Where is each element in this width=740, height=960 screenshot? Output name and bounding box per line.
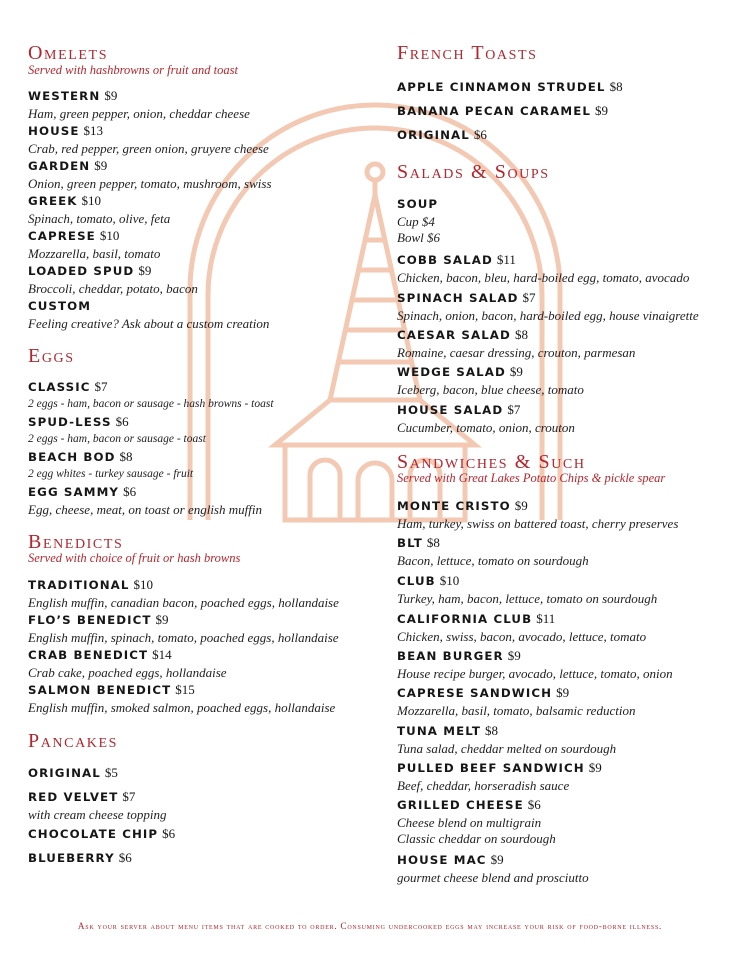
item-name: GRILLED CHEESE — [397, 798, 524, 812]
section-subtitle-sandwiches: Served with Great Lakes Potato Chips & pickle spear — [397, 471, 666, 485]
menu-item — [28, 297, 269, 331]
item-name: BEAN BURGER — [397, 649, 504, 663]
item-description: Bacon, lettuce, tomato on sourdough — [397, 553, 589, 568]
item-price: $6 — [527, 797, 541, 812]
item-name: ORIGINAL — [28, 766, 101, 780]
menu-item — [397, 326, 635, 360]
item-description: gourmet cheese blend and prosciutto — [397, 870, 589, 885]
item-name: BLT — [397, 536, 423, 550]
item-description: Mozzarella, basil, tomato, balsamic reduction — [397, 703, 636, 718]
item-price: $9 — [490, 852, 504, 867]
item-description: Spinach, tomato, olive, feta — [28, 211, 171, 226]
item-price: $10 — [81, 193, 102, 208]
item-price: $6 — [118, 850, 132, 865]
item-name: CHOCOLATE CHIP — [28, 827, 159, 841]
item-name: FLO’S BENEDICT — [28, 613, 152, 627]
item-name: HOUSE — [28, 124, 80, 138]
item-description: Ham, turkey, swiss on battered toast, cherry preserves — [397, 516, 679, 531]
menu-item — [397, 195, 440, 245]
section-subtitle-benedicts: Served with choice of fruit or hash browns — [28, 551, 241, 565]
item-price: $7 — [522, 290, 536, 305]
menu-item — [28, 764, 118, 782]
item-name: GARDEN — [28, 159, 91, 173]
item-name: WESTERN — [28, 89, 101, 103]
item-price: $8 — [426, 535, 440, 550]
item-description: Romaine, caesar dressing, crouton, parmesan — [397, 345, 636, 360]
item-price: $9 — [507, 648, 521, 663]
item-description: Cup $4 — [397, 214, 435, 229]
item-description: with cream cheese topping — [28, 807, 167, 822]
food-safety-notice: Ask your server about menu items that are cooked to order. Consuming undercooked eggs may increase your risk of food-borne illness. — [77, 921, 663, 931]
menu-item — [397, 534, 589, 568]
item-name: BEACH BOD — [28, 450, 116, 464]
item-name: GREEK — [28, 194, 78, 208]
menu-item — [28, 681, 335, 715]
section-title-eggs: Eggs — [28, 345, 75, 367]
item-price: $13 — [83, 123, 104, 138]
item-description: Crab cake, poached eggs, hollandaise — [28, 665, 227, 680]
item-description: English muffin, smoked salmon, poached eggs, hollandaise — [28, 700, 336, 715]
section-title-french-toasts: French Toasts — [397, 42, 538, 64]
menu-item — [397, 610, 646, 644]
menu-item — [397, 851, 589, 885]
item-price: $7 — [507, 402, 521, 417]
item-name: BLUEBERRY — [28, 851, 115, 865]
item-name: MONTE CRISTO — [397, 499, 511, 513]
item-name: HOUSE SALAD — [397, 403, 504, 417]
item-name: CAPRESE — [28, 229, 96, 243]
item-name: APPLE CINNAMON STRUDEL — [397, 80, 606, 94]
menu-item — [28, 483, 262, 517]
menu-item — [28, 788, 167, 822]
menu-item — [28, 262, 198, 296]
menu-item — [28, 413, 206, 447]
item-price: $5 — [104, 765, 118, 780]
item-price: $9 — [509, 364, 523, 379]
menu-item — [28, 157, 272, 191]
item-price: $9 — [588, 760, 602, 775]
item-description: Turkey, ham, bacon, lettuce, tomato on sourdough — [397, 591, 658, 606]
menu-item — [397, 722, 616, 756]
item-price: $8 — [609, 79, 623, 94]
item-description: Feeling creative? Ask about a custom creation — [28, 316, 270, 331]
section-title-sandwiches: Sandwiches & Such — [397, 451, 586, 473]
item-price: $8 — [514, 327, 528, 342]
menu-item — [397, 126, 487, 144]
item-name: HOUSE MAC — [397, 853, 487, 867]
menu-item — [397, 251, 689, 285]
item-description: Cheese blend on multigrain — [397, 815, 542, 830]
item-name: CLUB — [397, 574, 436, 588]
section-title-benedicts: Benedicts — [28, 531, 124, 553]
item-price: $9 — [138, 263, 152, 278]
item-description: Chicken, swiss, bacon, avocado, lettuce, tomato — [397, 629, 647, 644]
item-price: $8 — [119, 449, 133, 464]
menu-item — [28, 87, 250, 121]
item-name: CAESAR SALAD — [397, 328, 511, 342]
item-description: Iceberg, bacon, blue cheese, tomato — [397, 382, 584, 397]
item-name: RED VELVET — [28, 790, 119, 804]
menu-item — [28, 192, 170, 226]
item-name: SPINACH SALAD — [397, 291, 519, 305]
item-description: English muffin, canadian bacon, poached eggs, hollandaise — [28, 595, 339, 610]
menu-item — [397, 78, 623, 96]
item-price: $9 — [94, 158, 108, 173]
item-price: $7 — [94, 379, 108, 394]
item-price: $9 — [155, 612, 169, 627]
item-name: TRADITIONAL — [28, 578, 130, 592]
item-price: $9 — [104, 88, 118, 103]
item-name: WEDGE SALAD — [397, 365, 506, 379]
item-description: 2 egg whites - turkey sausage - fruit — [28, 468, 194, 480]
item-price: $10 — [133, 577, 154, 592]
item-description: 2 eggs - ham, bacon or sausage - toast — [28, 433, 206, 445]
item-price: $9 — [556, 685, 570, 700]
item-name: SALMON BENEDICT — [28, 683, 172, 697]
menu-item — [28, 227, 160, 261]
item-description: Tuna salad, cheddar melted on sourdough — [397, 741, 617, 756]
menu-item — [28, 122, 269, 156]
menu-item — [397, 647, 673, 681]
item-description: Classic cheddar on sourdough — [397, 831, 556, 846]
item-name: EGG SAMMY — [28, 485, 120, 499]
item-description: Onion, green pepper, tomato, mushroom, swiss — [28, 176, 272, 191]
menu-item — [397, 401, 575, 435]
menu-item — [28, 611, 339, 645]
item-price: $6 — [473, 127, 487, 142]
item-price: $14 — [152, 647, 172, 662]
item-description: House recipe burger, avocado, lettuce, tomato, onion — [397, 666, 673, 681]
item-name: PULLED BEEF SANDWICH — [397, 761, 585, 775]
menu-item — [28, 576, 339, 610]
item-description: English muffin, spinach, tomato, poached eggs, hollandaise — [28, 630, 339, 645]
menu-item — [397, 572, 657, 606]
menu-item — [397, 684, 635, 718]
item-description: Spinach, onion, bacon, hard-boiled egg, house vinaigrette — [397, 308, 699, 323]
item-name: CAPRESE SANDWICH — [397, 686, 553, 700]
item-description: 2 eggs - ham, bacon or sausage - hash browns - toast — [28, 398, 274, 410]
section-title-salads-soups: Salads & Soups — [397, 161, 550, 183]
item-name: ORIGINAL — [397, 128, 470, 142]
menu-item — [28, 646, 227, 680]
item-price: $6 — [162, 826, 176, 841]
section-subtitle-omelets: Served with hashbrowns or fruit and toast — [28, 63, 238, 77]
item-description: Beef, cheddar, horseradish sauce — [397, 778, 570, 793]
item-name: TUNA MELT — [397, 724, 482, 738]
item-description: Mozzarella, basil, tomato — [28, 246, 161, 261]
item-price: $8 — [485, 723, 499, 738]
item-description: Bowl $6 — [397, 230, 440, 245]
menu-item — [397, 363, 584, 397]
item-price: $11 — [496, 252, 516, 267]
item-price: $11 — [536, 611, 556, 626]
item-description: Egg, cheese, meat, on toast or english muffin — [28, 502, 262, 517]
item-price: $9 — [595, 103, 609, 118]
menu-item — [28, 378, 274, 412]
item-price: $15 — [175, 682, 195, 697]
menu-item — [397, 289, 699, 323]
item-description: Crab, red pepper, green onion, gruyere cheese — [28, 141, 269, 156]
item-price: $9 — [514, 498, 528, 513]
item-name: CALIFORNIA CLUB — [397, 612, 533, 626]
item-description: Broccoli, cheddar, potato, bacon — [28, 281, 198, 296]
menu-item — [397, 497, 678, 531]
menu-item — [397, 759, 602, 793]
menu-item — [28, 825, 175, 843]
item-name: COBB SALAD — [397, 253, 493, 267]
item-name: CRAB BENEDICT — [28, 648, 149, 662]
menu-item — [28, 448, 193, 482]
item-price: $6 — [123, 484, 137, 499]
item-name: SOUP — [397, 197, 439, 211]
menu-item — [397, 796, 556, 846]
item-description: Chicken, bacon, bleu, hard-boiled egg, tomato, avocado — [397, 270, 690, 285]
item-price: $7 — [122, 789, 136, 804]
item-name: BANANA PECAN CARAMEL — [397, 104, 592, 118]
item-price: $6 — [115, 414, 129, 429]
item-price: $10 — [439, 573, 460, 588]
item-name: LOADED SPUD — [28, 264, 135, 278]
section-title-omelets: Omelets — [28, 42, 109, 64]
menu-item — [397, 102, 608, 120]
item-price: $10 — [99, 228, 120, 243]
menu-item — [28, 849, 132, 867]
item-name: CLASSIC — [28, 380, 91, 394]
item-description: Cucumber, tomato, onion, crouton — [397, 420, 575, 435]
item-name: CUSTOM — [28, 299, 92, 313]
item-name: SPUD-LESS — [28, 415, 112, 429]
section-title-pancakes: Pancakes — [28, 730, 119, 752]
item-description: Ham, green pepper, onion, cheddar cheese — [28, 106, 250, 121]
